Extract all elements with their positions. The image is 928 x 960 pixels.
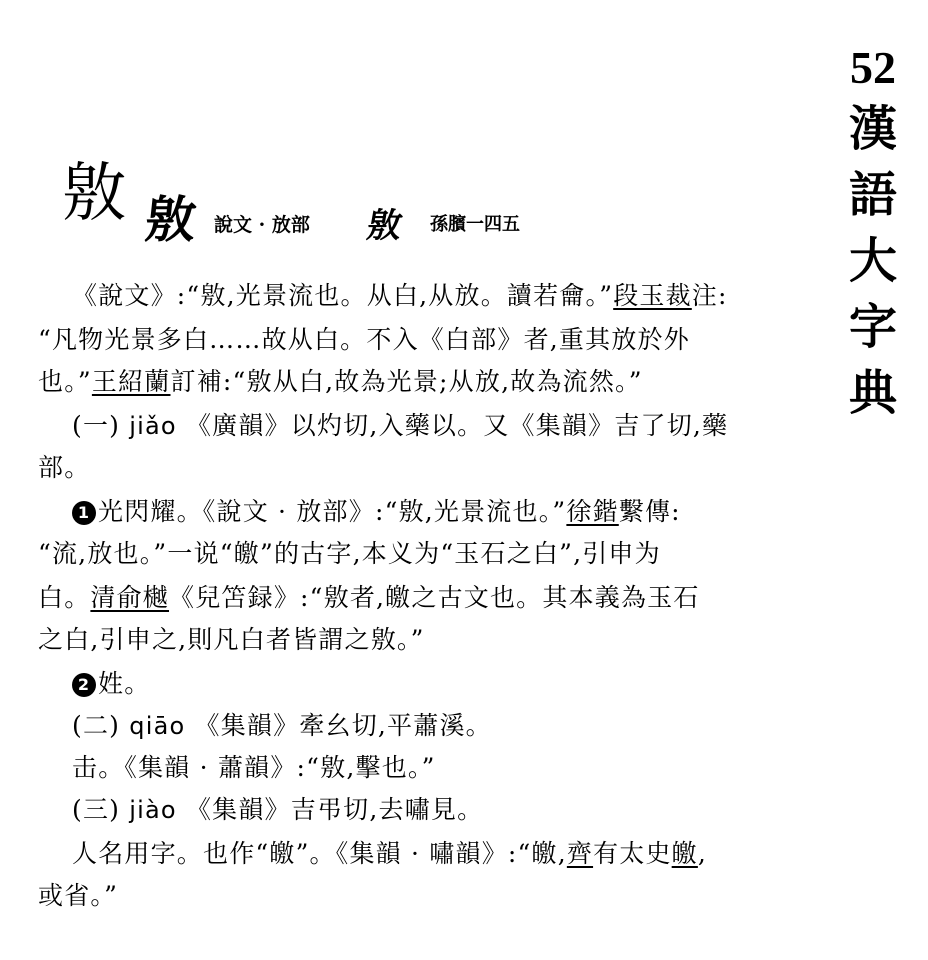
reading-line	[72, 790, 483, 826]
text: 《集韻》吉弔切,去嘯見。	[176, 795, 484, 824]
title-char: 漢	[848, 101, 897, 157]
entry-line	[38, 362, 643, 398]
title-char: 大	[848, 233, 897, 289]
title-char: 字	[848, 299, 897, 355]
sense-line: 击。《集韻 · 蕭韻》:“敫,擊也。”	[72, 753, 436, 782]
person-name: 清俞樾	[90, 583, 170, 612]
title-char: 語	[848, 167, 897, 223]
person-name: 王紹蘭	[91, 367, 171, 396]
entry-line: 之白,引申之,則凡白者皆謂之敫。”	[38, 625, 425, 654]
bamboo-script-form: 敫	[363, 206, 405, 246]
text: ,	[697, 839, 708, 868]
seal-script-form: 敫	[142, 190, 195, 249]
pinyin: jiǎo	[129, 412, 177, 440]
text: (二)	[72, 711, 130, 740]
entry-line: “流,放也。”一说“皦”的古字,本义为“玉石之白”,引申为	[38, 539, 661, 568]
text: (三)	[72, 795, 130, 824]
sense-line	[72, 834, 707, 870]
text: 注:	[691, 281, 728, 310]
entry-line	[38, 578, 700, 614]
page-number: 52	[850, 42, 896, 93]
text: 也。”	[38, 367, 92, 396]
headword: 敫	[62, 157, 126, 231]
text: 繫傳:	[618, 497, 681, 526]
sense-line	[72, 664, 150, 700]
seal-source: 說文 · 放部	[214, 214, 310, 236]
text: 有太史	[593, 839, 672, 868]
bamboo-source: 孫臏一四五	[430, 214, 520, 235]
entry-line	[72, 276, 728, 312]
dictionary-sidebar	[838, 40, 908, 426]
text: 《兒笘録》:“敫者,皦之古文也。其本義為玉石	[169, 583, 700, 612]
text: 訂補:“敫从白,故為光景;从放,故為流然。”	[170, 367, 643, 396]
sense-number: 1	[72, 501, 96, 525]
title-char: 典	[848, 365, 897, 421]
text: 《說文》:“敫,光景流也。从白,从放。讀若龠。”	[72, 281, 614, 310]
place-name: 齊	[566, 839, 594, 868]
entry-line: “凡物光景多白……故从白。不入《白部》者,重其放於外	[38, 325, 690, 354]
text: 白。	[38, 583, 91, 612]
text: 人名用字。也作“皦”。《集韻 · 嘯韻》:“皦,	[72, 839, 567, 868]
pinyin: jiào	[129, 796, 177, 824]
person-name: 徐鍇	[566, 497, 619, 526]
text: 姓。	[98, 669, 151, 698]
reading-line	[72, 706, 492, 742]
reading-line	[72, 406, 728, 442]
sense-number: 2	[72, 673, 96, 697]
person-name: 段玉裁	[613, 281, 692, 310]
person-name: 皦	[671, 839, 698, 868]
text: (一)	[72, 411, 130, 440]
text: 《集韻》牽幺切,平蕭溪。	[185, 711, 492, 740]
pinyin: qiāo	[129, 712, 186, 740]
text: 光閃耀。《說文 · 放部》:“敫,光景流也。”	[98, 497, 567, 526]
sense-line	[72, 492, 681, 528]
entry-line: 部。	[38, 453, 91, 482]
text: 《廣韻》以灼切,入藥以。又《集韻》吉了切,藥	[176, 411, 729, 440]
entry-line: 或省。”	[38, 881, 119, 910]
